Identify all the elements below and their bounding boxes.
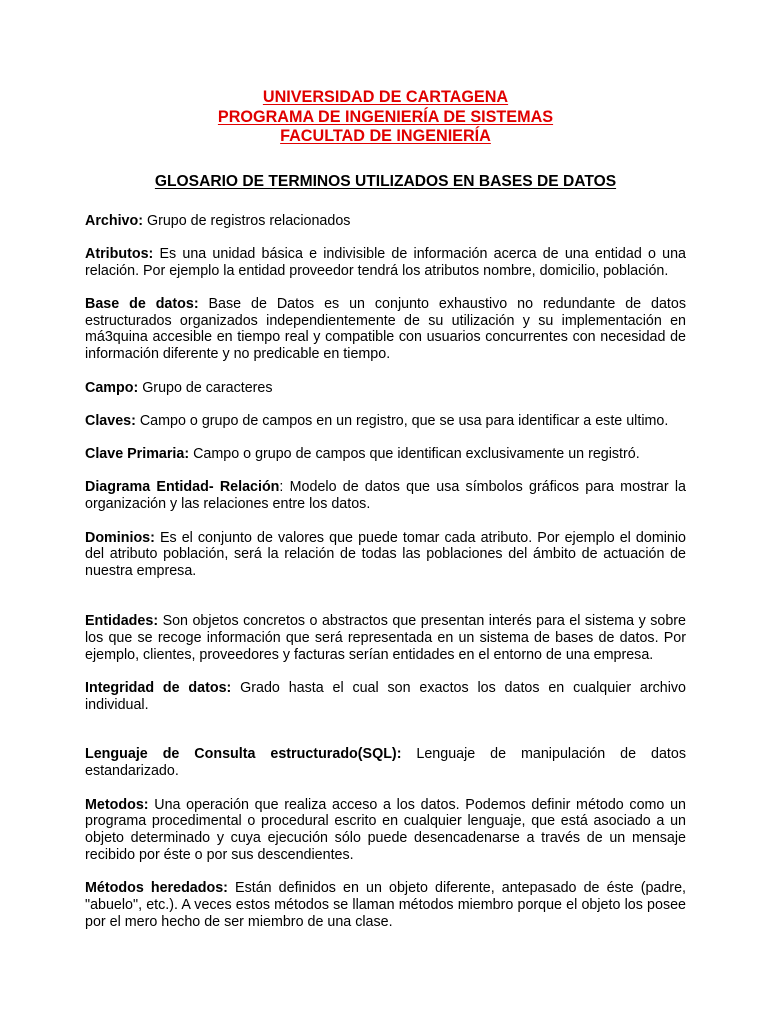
university-heading: UNIVERSIDAD DE CARTAGENA xyxy=(262,88,509,106)
glossary-definition: : Modelo de datos que usa símbolos gráficos para mostrar la organización y las relaciones entre los datos. xyxy=(85,479,686,513)
glossary-term: Campo: xyxy=(85,379,139,396)
glossary-entry-atributos xyxy=(85,246,686,280)
glossary-term: Diagrama Entidad- Relación xyxy=(85,479,280,496)
glossary-term: Dominios: xyxy=(85,529,155,546)
glossary-entry-clave-primaria xyxy=(85,446,686,463)
glossary-entry-sql xyxy=(85,746,686,780)
faculty-heading: FACULTAD DE INGENIERÍA xyxy=(280,127,491,145)
glossary-entry-archivo xyxy=(85,213,686,230)
glossary-definition: Es el conjunto de valores que puede tomar cada atributo. Por ejemplo el dominio del atributo población, será la relación de todas las poblaciones del ámbito de actuación de nuestra empresa. xyxy=(85,529,686,580)
glossary-definition: Lenguaje de manipulación de datos estandarizado. xyxy=(85,746,686,780)
glossary-term: Archivo: xyxy=(85,212,143,229)
glossary-term: Integridad de datos: xyxy=(85,679,232,696)
glossary-definition: Base de Datos es un conjunto exhaustivo no redundante de datos estructurados organizados independientemente de su utilización y su implementación en má3quina accesible en tiempo real y compatible con usuarios concurrentes con necesidad de información diferente y no predicable en tiempo. xyxy=(85,295,687,363)
glossary-term: Base de datos: xyxy=(85,295,199,312)
document-title: GLOSARIO DE TERMINOS UTILIZADOS EN BASES DE DATOS xyxy=(154,172,617,190)
glossary-entry-metodos-heredados xyxy=(85,880,686,930)
glossary-definition: Grupo de caracteres xyxy=(138,379,273,396)
glossary-entry-metodos xyxy=(85,797,686,864)
glossary-definition: Grupo de registros relacionados xyxy=(143,212,351,229)
glossary-term: Métodos heredados: xyxy=(85,880,228,897)
glossary-definition: Es una unidad básica e indivisible de información acerca de una entidad o una relación. Por ejemplo la entidad proveedor tendrá los atributos nombre, domicilio, población. xyxy=(85,245,686,279)
glossary-entry-entidades xyxy=(85,613,686,663)
glossary-list xyxy=(85,213,686,931)
glossary-term: Claves: xyxy=(85,412,136,429)
glossary-definition: Están definidos en un objeto diferente, antepasado de éste (padre, "abuelo", etc.). A veces estos métodos se llaman métodos miembro porque el objeto los posee por el mero hecho de ser miembro de una clase. xyxy=(85,880,686,930)
glossary-term: Entidades: xyxy=(85,612,159,629)
glossary-term: Atributos: xyxy=(85,245,154,262)
glossary-definition: Campo o grupo de campos en un registro, que se usa para identificar a este ultimo. xyxy=(135,412,669,429)
glossary-entry-dominios xyxy=(85,530,686,580)
glossary-term: Clave Primaria: xyxy=(85,446,190,463)
glossary-definition: Campo o grupo de campos que identifican exclusivamente un registró. xyxy=(189,446,640,463)
glossary-definition: Una operación que realiza acceso a los datos. Podemos definir método como un programa procedimental o procedural escrito en cualquier lenguaje, que está asociado a un objeto determinado y cuya ejecución sólo puede desencadenarse a través de un mensaje recibido por éste o por sus descendientes. xyxy=(85,796,686,863)
glossary-term: Lenguaje de Consulta estructurado(SQL): xyxy=(85,746,402,763)
glossary-entry-base-de-datos xyxy=(85,296,686,363)
glossary-term: Metodos: xyxy=(85,796,149,813)
glossary-entry-integridad-de-datos xyxy=(85,680,686,714)
glossary-entry-campo xyxy=(85,380,686,397)
glossary-entry-diagrama-entidad-relacion xyxy=(85,479,686,513)
glossary-entry-claves xyxy=(85,413,686,430)
glossary-definition: Grado hasta el cual son exactos los datos en cualquier archivo individual. xyxy=(85,679,687,713)
glossary-definition: Son objetos concretos o abstractos que presentan interés para el sistema y sobre los que se recoge información que será representada en un sistema de bases de datos. Por ejemplo, clientes, proveedores y facturas serían entidades en el entorno de una empresa. xyxy=(85,612,686,663)
program-heading: PROGRAMA DE INGENIERÍA DE SISTEMAS xyxy=(217,107,554,126)
